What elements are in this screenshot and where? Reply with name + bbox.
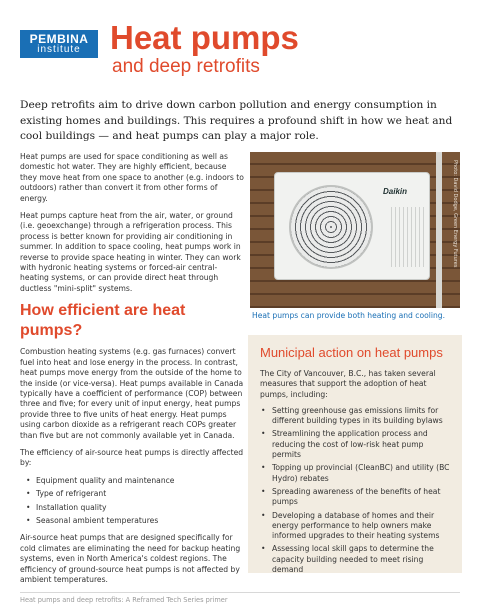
efficiency-paragraph-1: Combustion heating systems (e.g. gas furnaces) convert fuel into heat and lose energy in the process. In contrast, heat pumps move energy from the outside of the home to the inside (or vice-versa). Heat pumps available in Canada typically have a coefficient of performance (COP) between three and five; for every unit of input energy, heat pumps provide three to five units of heat energy. Heat pumps using carbon dioxide as a refrigerant reach COPs greater than five but are not commonly available yet in Canada. bbox=[20, 347, 244, 440]
list-item: • Installation quality bbox=[30, 503, 244, 513]
heat-pump-photo bbox=[250, 152, 460, 308]
efficiency-paragraph-3: Air-source heat pumps that are designed specifically for cold climates are eliminating the need for backup heating systems, even in North America's coldest regions. The efficiency of ground-source heat pumps is not affected by ambient temperatures. bbox=[20, 533, 241, 584]
sidebar-intro: The City of Vancouver, B.C., has taken several measures that support the adoption of heat pumps, including: bbox=[260, 369, 436, 399]
list-item: • Equipment quality and maintenance bbox=[30, 476, 244, 486]
efficiency-factor-list bbox=[20, 476, 244, 527]
efficiency-heading: How efficient are heat pumps? bbox=[20, 302, 186, 340]
list-item: • Assessing local skill gaps to determine the capacity building needed to meet rising demand bbox=[270, 544, 452, 575]
pembina-logo bbox=[20, 30, 98, 58]
downspout-pipe bbox=[436, 152, 442, 308]
list-item: • Seasonal ambient temperatures bbox=[30, 516, 244, 526]
list-item: • Topping up provincial (CleanBC) and utility (BC Hydro) rebates bbox=[270, 463, 452, 484]
main-column bbox=[20, 152, 244, 592]
outdoor-unit bbox=[274, 172, 430, 280]
list-item: • Spreading awareness of the benefits of heat pumps bbox=[270, 487, 452, 508]
sidebar-list bbox=[260, 406, 452, 575]
logo-line-2: institute bbox=[37, 44, 81, 55]
unit-brand-label: Daikin bbox=[383, 187, 408, 196]
page-title: Heat pumps bbox=[110, 19, 299, 56]
intro-paragraph-2: Heat pumps capture heat from the air, water, or ground (i.e. geoexchange) through a refrigeration process. This process is better known for providing air conditioning in summer. In addition to space cooling, heat pumps work in reverse to provide space heating in winter. They can work with hydronic heating systems or forced-air central-heating systems, or can provide direct heat through ductless "mini-split" systems. bbox=[20, 211, 241, 293]
municipal-action-sidebar bbox=[248, 335, 462, 573]
list-item: • Type of refrigerant bbox=[30, 489, 244, 499]
photo-credit: Photo: David Dodge, Green Energy Futures bbox=[452, 160, 458, 268]
list-item: • Streamlining the application process and reducing the cost of low-risk heat pump permits bbox=[270, 429, 452, 460]
fan-grille-icon bbox=[289, 185, 373, 269]
footer-text: Heat pumps and deep retrofits: A Reframed Tech Series primer bbox=[20, 596, 228, 604]
logo-line-1: PEMBINA bbox=[29, 32, 89, 46]
efficiency-paragraph-2: The efficiency of air-source heat pumps is directly affected by: bbox=[20, 447, 244, 468]
list-item: • Developing a database of homes and their energy performance to help owners make informed upgrades to their heating systems bbox=[270, 511, 452, 542]
sidebar-title: Municipal action on heat pumps bbox=[260, 345, 443, 360]
list-item: • Setting greenhouse gas emissions limits for different building types in its building bylaws bbox=[270, 406, 452, 427]
photo-caption: Heat pumps can provide both heating and cooling. bbox=[252, 311, 446, 320]
page-subtitle: and deep retrofits bbox=[112, 56, 260, 77]
intro-paragraph-1: Heat pumps are used for space conditioning as well as domestic hot water. They are highly efficient, because they move heat from one space to another (e.g. indoors to outdoors) rather than convert it from other forms of energy. bbox=[20, 152, 244, 203]
lead-paragraph: Deep retrofits aim to drive down carbon pollution and energy consumption in existing homes and buildings. This requires a profound shift in how we heat and cool buildings — and heat pumps can play a major role. bbox=[20, 99, 453, 142]
footer-divider bbox=[20, 592, 460, 593]
unit-vent bbox=[391, 207, 425, 267]
